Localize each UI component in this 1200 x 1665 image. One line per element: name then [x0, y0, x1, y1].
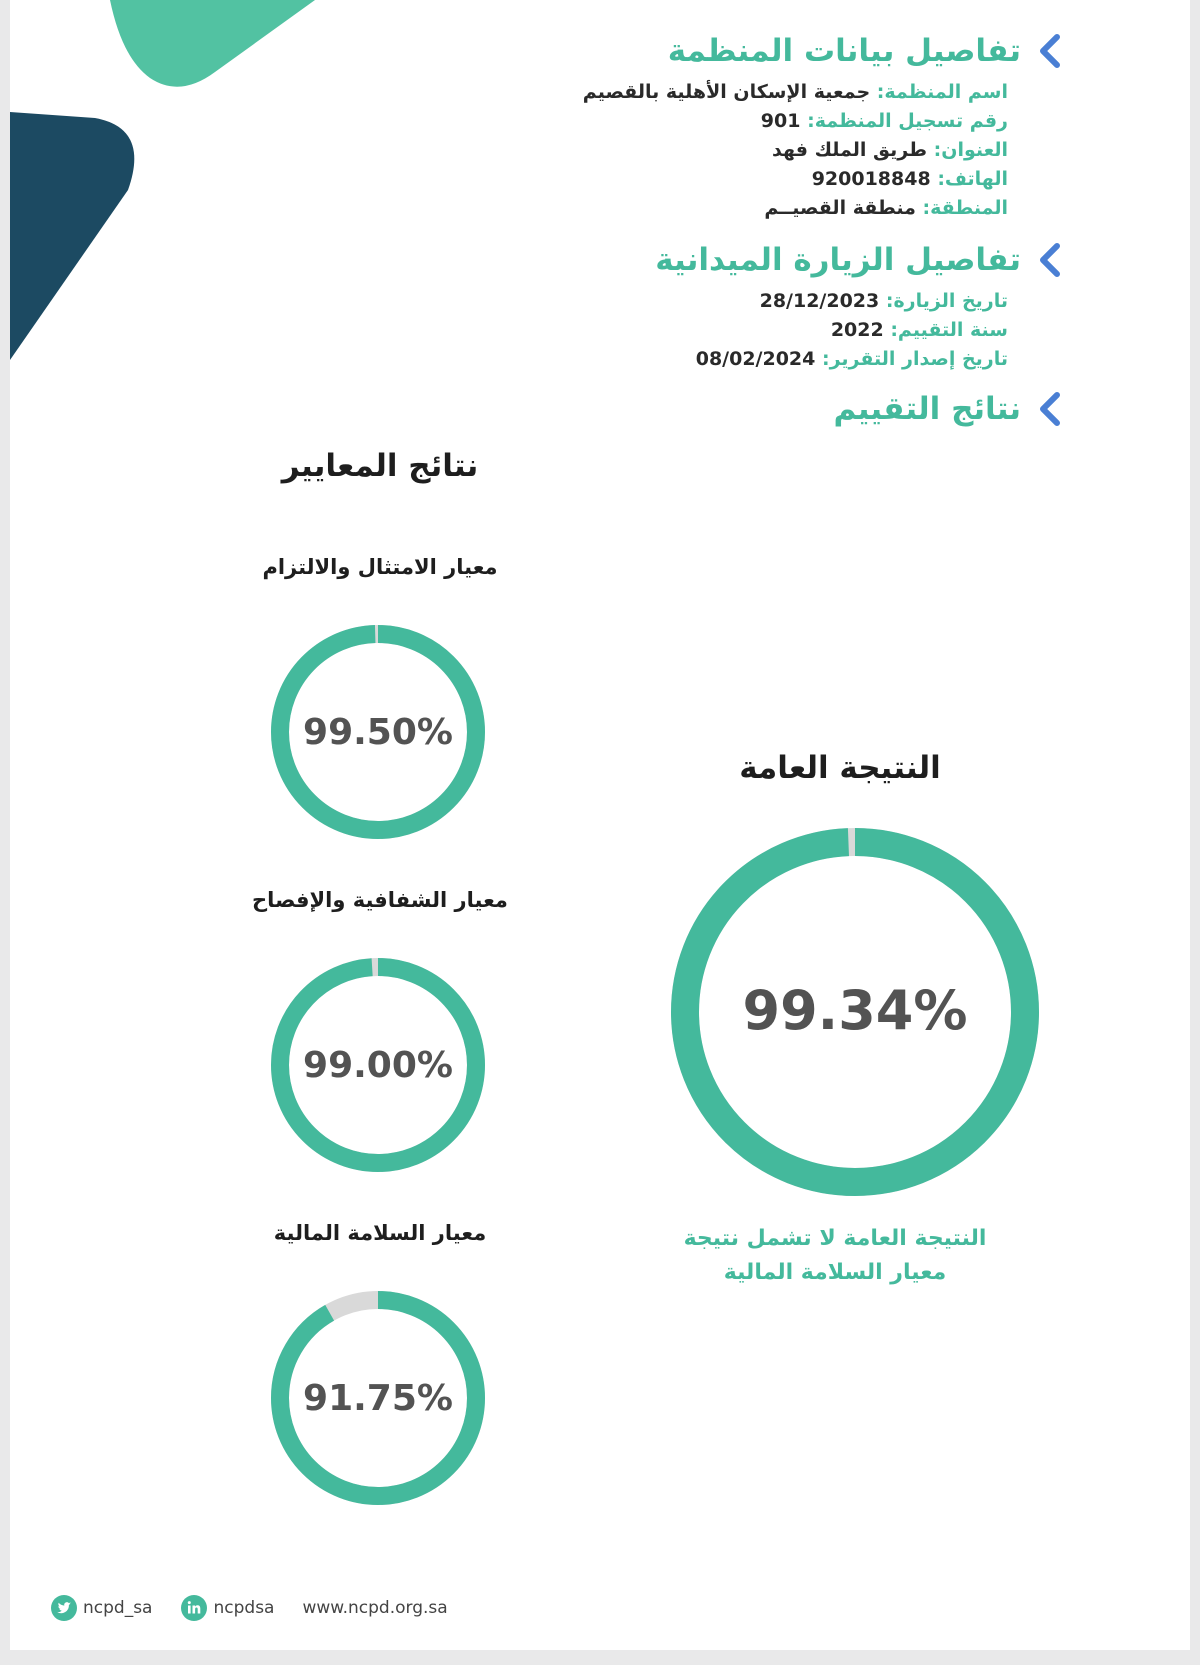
- org-registration-row: [583, 107, 1008, 136]
- overall-note: [650, 1222, 1020, 1290]
- overall-result-title: النتيجة العامة: [739, 750, 941, 786]
- transparency-score-ring: [263, 950, 493, 1180]
- website-url-text: www.ncpd.org.sa: [302, 1598, 448, 1618]
- overall-score-value: 99.34%: [742, 979, 968, 1042]
- linkedin-handle-link[interactable]: [180, 1594, 274, 1622]
- linkedin-icon: [180, 1594, 208, 1622]
- org-registration-value: 901: [760, 110, 801, 132]
- visit-details-header: [655, 241, 1065, 279]
- results-title: نتائج التقييم: [833, 391, 1021, 427]
- org-name-label: اسم المنظمة:: [876, 81, 1008, 103]
- org-details-list: [583, 78, 1008, 223]
- decorative-navy-shape: [10, 112, 134, 360]
- org-details-header: [668, 32, 1065, 70]
- visit-date-label: تاريخ الزيارة:: [885, 290, 1008, 312]
- overall-score-ring: [660, 817, 1050, 1207]
- twitter-handle-link[interactable]: [50, 1594, 152, 1622]
- twitter-icon: [50, 1594, 78, 1622]
- visit-date-row: [696, 287, 1008, 316]
- evaluation-year-row: [696, 316, 1008, 345]
- financial-safety-score-value: 91.75%: [303, 1378, 453, 1419]
- chevron-left-icon: [1035, 241, 1065, 279]
- visit-date-value: 28/12/2023: [759, 290, 880, 312]
- compliance-score-value: 99.50%: [303, 712, 453, 753]
- decorative-shapes: [10, 0, 330, 370]
- org-registration-label: رقم تسجيل المنظمة:: [807, 110, 1008, 132]
- evaluation-year-value: 2022: [830, 319, 884, 341]
- chevron-left-icon: [1035, 32, 1065, 70]
- compliance-standard-label: معيار الامتثال والالتزام: [262, 555, 498, 579]
- org-region-label: المنطقة:: [922, 197, 1008, 219]
- org-address-value: طريق الملك فهد: [772, 139, 927, 161]
- overall-note-line2: معيار السلامة المالية: [723, 1260, 947, 1285]
- org-region-value: منطقة القصيــم: [764, 197, 916, 219]
- report-date-row: [696, 345, 1008, 374]
- report-page: [10, 0, 1190, 1650]
- compliance-score-ring: [263, 617, 493, 847]
- visit-details-list: [696, 287, 1008, 374]
- chevron-left-icon: [1035, 390, 1065, 428]
- overall-note-line1: النتيجة العامة لا تشمل نتيجة: [683, 1226, 987, 1251]
- visit-details-title: تفاصيل الزيارة الميدانية: [655, 242, 1021, 278]
- transparency-standard-label: معيار الشفافية والإفصاح: [252, 888, 508, 912]
- org-phone-row: [583, 165, 1008, 194]
- decorative-teal-shape: [110, 0, 315, 87]
- org-region-row: [583, 194, 1008, 223]
- website-link[interactable]: [302, 1598, 447, 1618]
- org-address-row: [583, 136, 1008, 165]
- standards-results-title: نتائج المعايير: [281, 448, 479, 484]
- financial-safety-standard-label: معيار السلامة المالية: [273, 1221, 487, 1245]
- footer: [50, 1594, 448, 1622]
- org-address-label: العنوان:: [933, 139, 1008, 161]
- org-phone-value: 920018848: [811, 168, 931, 190]
- report-date-label: تاريخ إصدار التقرير:: [821, 348, 1008, 370]
- linkedin-handle-text: ncpdsa: [213, 1598, 275, 1618]
- results-header: [833, 390, 1065, 428]
- twitter-handle-text: ncpd_sa: [83, 1598, 153, 1618]
- report-date-value: 08/02/2024: [695, 348, 816, 370]
- org-name-row: [583, 78, 1008, 107]
- org-details-title: تفاصيل بيانات المنظمة: [667, 33, 1021, 69]
- transparency-score-value: 99.00%: [303, 1045, 453, 1086]
- org-phone-label: الهاتف:: [937, 168, 1008, 190]
- org-name-value: جمعية الإسكان الأهلية بالقصيم: [582, 81, 871, 103]
- evaluation-year-label: سنة التقييم:: [890, 319, 1008, 341]
- financial-safety-score-ring: [263, 1283, 493, 1513]
